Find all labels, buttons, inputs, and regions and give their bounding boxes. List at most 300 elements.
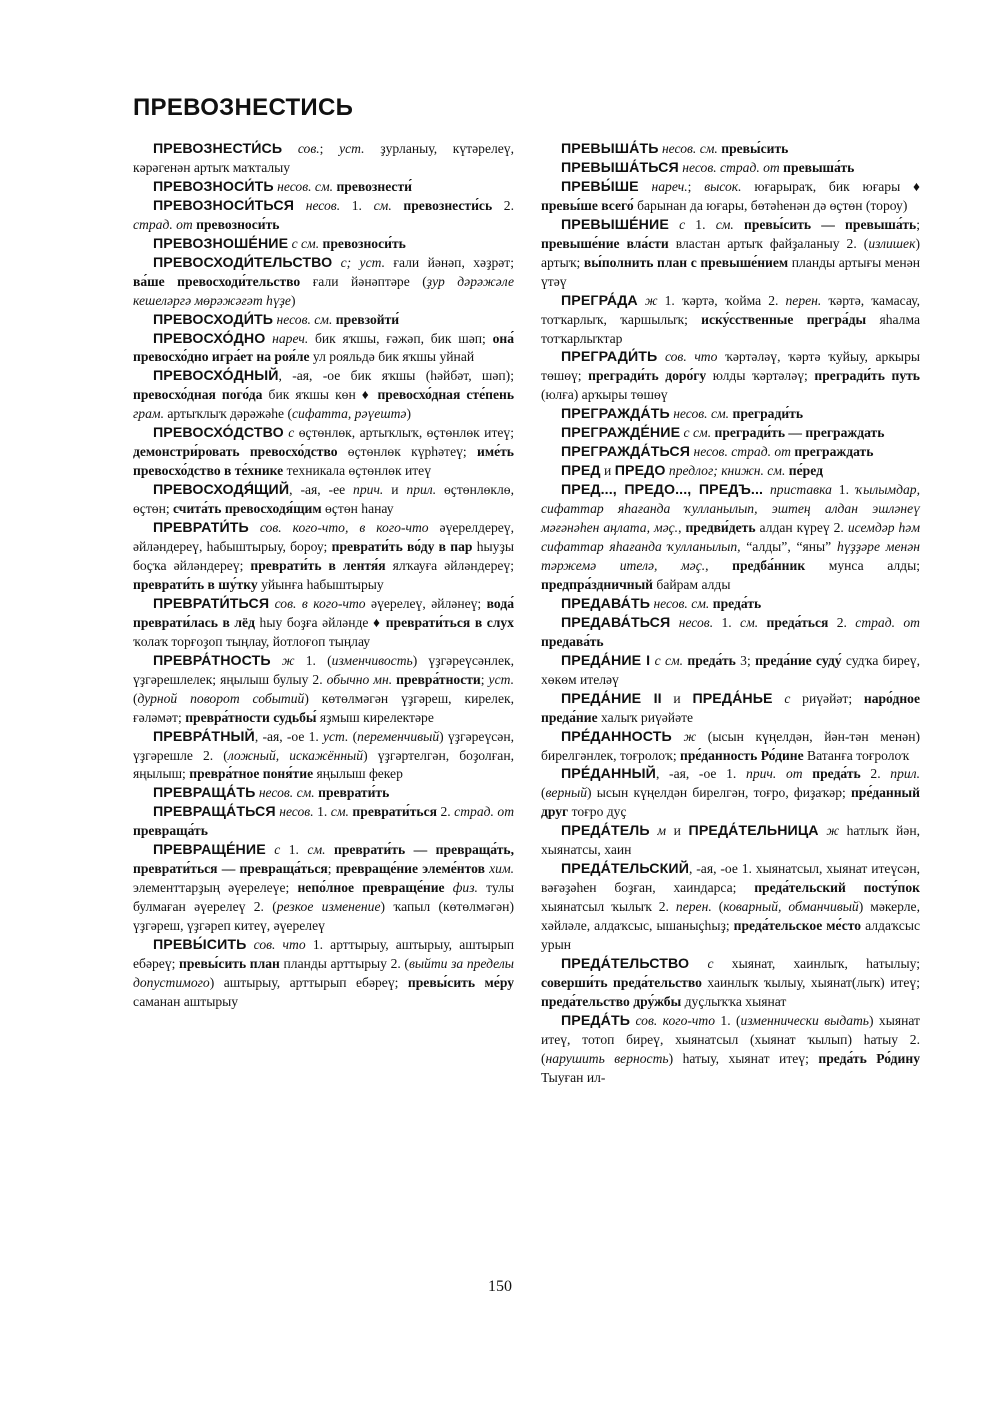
grammar-note: с — [288, 425, 295, 441]
example-phrase: демонстри́ровать превосхо́дство — [133, 444, 338, 460]
example-phrase: соверши́ть преда́тельство — [541, 974, 702, 990]
definition-text: өҫтөнлөклө, өҫтөн; — [133, 482, 515, 517]
definition-text: ) үҙгәреүсәнлек, үҙгәрешлелек; яңылыш булыу 2. — [133, 652, 514, 687]
grammar-note: с — [274, 842, 281, 858]
headword: ПРЕВРА́ТНОСТЬ — [153, 652, 271, 669]
definition-text: “алды”, “яны” — [740, 539, 837, 555]
example-phrase: прегради́ть — преграждать — [714, 425, 885, 441]
definition-text: ) хыянат итеү, тотоп биреү, хыянатсыл (хыянат ҡылып) һатыу 2. ( — [541, 1012, 920, 1066]
example-phrase: преда́тельский посту́пок — [754, 880, 920, 896]
headword: ПРЕ́ДАННОСТЬ — [561, 728, 672, 745]
example-phrase: превра́тности судьбы́ — [185, 709, 317, 725]
headword: ПРЕВРАТИ́ТЬСЯ — [153, 595, 270, 612]
definition-text: 1. ( — [294, 652, 332, 668]
definition-text — [758, 615, 766, 630]
dictionary-entry — [133, 197, 514, 235]
definition-text — [445, 880, 453, 895]
grammar-note: ж — [683, 728, 697, 744]
grammar-note: с — [784, 690, 791, 706]
definition-text: риүәйәт; — [790, 690, 864, 706]
grammar-note: нареч. — [272, 330, 309, 346]
example-phrase: превзойти́ — [335, 311, 400, 327]
definition-text: 1. — [280, 842, 308, 858]
headword: ПРЕГРАЖДА́ТЬ — [561, 406, 670, 423]
example-phrase: превра́тное поня́тие — [189, 766, 314, 782]
definition-text — [689, 956, 707, 971]
grammar-note: с — [707, 955, 714, 971]
dictionary-entry — [541, 348, 920, 405]
grammar-note: сифатта, рәүештә — [291, 406, 407, 422]
grammar-note: с см. — [291, 235, 320, 251]
headword: ПРЕДА́ТЬ — [561, 1012, 631, 1029]
definition-text: әүерелеү, әйләнеү; — [365, 595, 487, 611]
definition-text: ) һатыу, хыянат итеү; — [668, 1050, 819, 1066]
grammar-note: ложный, искажённый — [227, 747, 364, 763]
grammar-note: сов. в кого-что — [274, 595, 366, 611]
example-phrase: предба́нник — [732, 557, 806, 573]
definition-text — [670, 615, 678, 630]
headword: ПРЕВОЗНОШЕ́НИЕ — [153, 235, 289, 252]
definition-text — [672, 729, 684, 744]
dictionary-entry — [133, 728, 514, 785]
example-phrase: прегради́ть — [732, 406, 804, 422]
headword: ПРЕВРАЩА́ТЬ — [153, 785, 256, 802]
grammar-note: несов. см. — [258, 785, 315, 801]
definition-text: ялҡауға әйләндереү; — [385, 557, 514, 573]
grammar-note: перен. — [675, 899, 712, 915]
grammar-note: несов. см. — [276, 311, 333, 327]
definition-text — [294, 198, 306, 213]
headword: ПРЕДА́ТЕЛЬСТВО — [561, 955, 690, 972]
grammar-note: сов. кого-что — [635, 1012, 716, 1028]
grammar-note: излишек — [868, 235, 916, 251]
headword: ПРЕВОЗНОСИ́ТЬ — [153, 178, 274, 195]
example-phrase: преврати́ть в лентя́я — [250, 557, 386, 573]
grammar-note: уст. — [339, 141, 365, 156]
definition-text: и — [383, 482, 407, 498]
headword: ПРЕДА́ТЕЛЬСКИЙ — [561, 861, 690, 878]
definition-text — [249, 520, 260, 535]
definition-text: 2. — [828, 614, 856, 630]
dictionary-entry — [133, 784, 514, 803]
definition-text: (ысын күңелдән, йән-тән менән) бирелгәнлек, тоғролоҡ; — [541, 728, 920, 763]
definition-text: 3; — [735, 652, 756, 668]
definition-text: ) — [406, 406, 411, 422]
definition-text: планды арттырыу 2. ( — [279, 955, 409, 971]
grammar-note: сов. что — [664, 349, 718, 365]
definition-text: 1. арттырыу, аштырыу, аштырып ебәреү; — [133, 937, 514, 971]
headword: ПРЕДО — [614, 463, 666, 480]
grammar-note: обычно мн. — [326, 671, 393, 687]
dictionary-entry — [541, 462, 920, 481]
example-phrase: преврати́ть во́ду в пар — [331, 539, 473, 555]
definition-text — [332, 255, 340, 270]
headword: ПРЕВОСХО́ДНЫЙ — [153, 368, 279, 385]
example-phrase: превы́сить ме́ру — [407, 974, 515, 990]
page-number: 150 — [488, 1278, 512, 1295]
definition-text: ҡәртә, ҡамасау, тотҡарлыҡ, ҡаршылыҡ; — [541, 292, 920, 327]
grammar-note: приставка — [769, 482, 832, 498]
grammar-note: физ. — [452, 880, 478, 896]
definition-text: барынан да юғары, бөтәһенән дә өҫтөн (тороу) — [633, 197, 908, 213]
grammar-note: предлог; книжн. см. — [668, 463, 786, 479]
example-phrase: превра́тности — [396, 671, 481, 687]
dictionary-entry — [541, 159, 920, 178]
example-phrase: превыше́ние вла́сти — [541, 235, 669, 251]
definition-text: бик яҡшы көн ♦ — [262, 387, 378, 403]
definition-text: планды артығы менән үтәү — [541, 254, 921, 289]
definition-text: һыуҙы боҫҡа әйләндереү; — [133, 539, 514, 573]
dictionary-entry — [133, 178, 514, 197]
headword: ПРЕВОЗНОСИ́ТЬСЯ — [153, 197, 295, 214]
definition-text: техникала өҫтөнлөк итеү — [283, 463, 431, 479]
grammar-note: несов. — [678, 614, 714, 630]
definition-text: халыҡ риүәйәте — [597, 709, 694, 725]
dictionary-entry — [541, 652, 920, 690]
definition-text: ( — [541, 785, 546, 801]
dictionary-entry — [541, 860, 920, 955]
definition-text: бик яҡшы, ғәжәп, бик шәп; — [308, 330, 493, 346]
definition-text: яһалма тотҡарлыҡтар — [541, 311, 920, 346]
dictionary-entry — [541, 424, 920, 443]
dictionary-entry — [541, 443, 920, 462]
definition-text — [246, 937, 253, 952]
grammar-note: с см. — [654, 652, 684, 668]
definition-text: ) ҡапыл (көтөлмәгән) үҙгәреш, үҙгәреп китеү, әүерелеү — [133, 899, 514, 934]
definition-text: Ватанға тоғролоҡ — [803, 747, 910, 763]
definition-text: 1. ҡәртә, ҡойма 2. — [657, 292, 786, 308]
headword: ПРЕ́ДАННЫЙ — [561, 766, 656, 783]
definition-text: (юлға) арҡыры төшөү — [541, 387, 668, 403]
dictionary-entry — [541, 481, 920, 595]
definition-text: 2. — [860, 766, 891, 782]
definition-text: өҫтөнлөк, артыҡлыҡ, өҫтөнлөк итеү; — [294, 425, 514, 441]
example-phrase: превознести́ — [336, 178, 412, 194]
example-phrase: прегради́ть путь — [814, 368, 920, 384]
grammar-note: һүҙҙәре менән тәржемә ителә, мәҫ. — [541, 539, 920, 573]
example-phrase: превосхо́дная пого́да — [133, 387, 263, 403]
definition-text: әүерелдереү, әйләндереү, һабыштырыу, бороу; — [133, 520, 515, 555]
definition-text: , -ая, -ое 1. — [655, 766, 747, 782]
dictionary-entry — [133, 254, 514, 311]
grammar-note: прич. — [353, 482, 384, 498]
headword: ПРЕВРА́ТНЫЙ — [153, 728, 255, 745]
definition-text: ҡолаҡ торғоҙоп тыңлау, йотлоғоп тыңлау — [133, 633, 371, 649]
definition-text: уйынға һабыштырыу — [257, 576, 384, 592]
example-phrase: иску́сственные прегра́ды — [701, 311, 867, 327]
dictionary-entry — [541, 955, 920, 1012]
example-phrase: вы́полнить план с превыше́нием — [583, 254, 789, 270]
definition-text: ғали йәнәптәре ( — [300, 273, 427, 289]
example-phrase: превраща́ть — [133, 823, 208, 839]
example-phrase: преврати́ть — превраща́ть, преврати́ться — превраща́ться — [133, 842, 514, 877]
definition-text — [773, 691, 785, 706]
grammar-note: высок. — [704, 178, 742, 194]
dictionary-entry — [133, 652, 514, 728]
headword: ПРЕГРАЖДА́ТЬСЯ — [561, 444, 691, 461]
example-phrase: вода́ преврати́лась в лёд — [133, 595, 514, 630]
dictionary-entry — [133, 481, 514, 519]
definition-text: артыҡлыҡ дәрәжәһе ( — [163, 406, 292, 422]
definition-text: ҙурланыу, күтәрелеү, кәрәгенән артыҡ маҡталыу — [133, 141, 514, 175]
headword: ПРЕВОСХОДИ́ТЬ — [153, 311, 274, 328]
grammar-note: прил. — [406, 482, 437, 498]
headword: ПРЕВОСХО́ДСТВО — [153, 425, 284, 442]
definition-text — [266, 842, 274, 857]
dictionary-entry — [541, 614, 920, 652]
dictionary-entry — [133, 936, 514, 1012]
definition-text — [392, 198, 404, 213]
grammar-note: сов. кого-что, в кого-что — [259, 520, 429, 536]
grammar-note: прич. от — [746, 766, 803, 782]
example-phrase: пре́данность Ро́дине — [680, 747, 804, 763]
dictionary-entry — [541, 728, 920, 766]
grammar-note: см. — [307, 842, 326, 858]
definition-text: элементтарҙың әүерелеүе; — [133, 880, 298, 896]
left-column — [133, 140, 514, 1012]
grammar-note: ҡылымдар, сифаттар яһағанда ҡулланылып, эштең алдан эшләнеү мәғәнәһен аңлата, мәҫ. — [541, 482, 920, 536]
definition-text — [763, 482, 770, 497]
definition-text: ғали йәнәп, хәҙрәт; — [385, 254, 514, 270]
definition-text: 1. — [713, 614, 741, 630]
example-phrase: преда́тельское ме́сто — [733, 918, 862, 934]
grammar-note: верный — [545, 785, 588, 801]
grammar-note: уст. — [488, 671, 514, 687]
dictionary-entry — [133, 140, 514, 178]
definition-text: и — [666, 823, 689, 839]
dictionary-entry — [541, 1012, 920, 1088]
grammar-note: несов. страд. от — [682, 159, 780, 175]
example-phrase: превозноси́ть — [196, 216, 280, 232]
definition-text: ) үҙгәреүсән, үҙгәрешле 2. ( — [133, 728, 514, 763]
grammar-note: страд. от — [855, 614, 920, 630]
headword: ПРЕГРАДИ́ТЬ — [561, 349, 658, 366]
dictionary-entry — [133, 841, 514, 936]
grammar-note: коварный, обманчивый — [723, 899, 859, 915]
example-phrase: превы́сить — превыша́ть — [743, 216, 917, 232]
example-phrase: преграждать — [794, 444, 874, 460]
definition-text: алдаҡсыс урын — [541, 918, 920, 953]
dictionary-entry — [541, 405, 920, 424]
grammar-note: несов. страд. от — [693, 444, 791, 460]
definition-text — [803, 766, 813, 781]
grammar-note: страд. от — [454, 804, 515, 820]
dictionary-entry — [133, 235, 514, 254]
grammar-note: прил. — [890, 766, 920, 782]
headword: ПРЕГРА́ДА — [561, 292, 638, 309]
example-phrase: преда́ть — [687, 652, 736, 668]
definition-text: ; — [327, 861, 336, 877]
definition-text: ( — [133, 690, 138, 706]
headword: ПРЕВЫША́ТЬ — [561, 141, 659, 157]
definition-text: властан артыҡ файҙаланыу 2. ( — [668, 235, 869, 251]
headword: ПРЕВРАТИ́ТЬ — [153, 520, 249, 537]
dictionary-entry — [541, 178, 920, 216]
example-phrase: превозноси́ть — [322, 235, 406, 251]
definition-text: , — [678, 520, 686, 536]
headword: ПРЕДА́НЬЕ — [692, 690, 773, 707]
definition-text: , -ая, -ее — [289, 482, 354, 498]
headword: ПРЕДАВА́ТЬСЯ — [561, 614, 671, 631]
headword: ПРЕВОСХОДИ́ТЕЛЬСТВО — [153, 254, 333, 271]
headword: ПРЕВОСХОДЯ́ЩИЙ — [153, 482, 290, 499]
definition-text — [282, 141, 298, 156]
example-phrase: превознести́сь — [403, 197, 493, 213]
grammar-note: переменчивый — [357, 728, 440, 744]
definition-text: 1. — [313, 804, 331, 820]
definition-text: хыянат, хаинлыҡ, һатылыу; — [713, 955, 920, 971]
definition-text: ) аштырыу, арттырып ебәреү; — [209, 974, 408, 990]
example-phrase: преврати́ть в шу́тку — [133, 576, 258, 592]
dictionary-entry — [541, 822, 920, 860]
definition-text: и — [661, 690, 693, 706]
dictionary-entry — [133, 519, 514, 595]
dictionary-entry — [133, 311, 514, 330]
example-phrase: преврати́ться в слух — [385, 614, 514, 630]
definition-text: , -ая, -ое 1. — [254, 728, 323, 744]
grammar-note: уст. — [322, 728, 349, 744]
definition-text: ) — [290, 292, 296, 308]
example-phrase: преда́тельство дру́жбы — [541, 993, 682, 1009]
grammar-note: сов. — [297, 141, 320, 156]
example-phrase: превосхо́дная сте́пень — [377, 387, 515, 403]
example-phrase: име́ть превосхо́дство в те́хнике — [133, 444, 514, 479]
example-phrase: пре́данный друг — [541, 785, 920, 820]
example-phrase: прегради́ть доро́гу — [588, 368, 707, 384]
definition-text: яҙмыш кирелектәре — [316, 709, 434, 725]
definition-text: и — [600, 463, 615, 479]
grammar-note: м — [657, 823, 666, 839]
example-phrase: непо́лное превраще́ние — [297, 880, 445, 896]
definition-text — [326, 842, 334, 857]
definition-text: өҫтөн һанау — [321, 501, 394, 517]
definition-text: судҡа биреү, хөкөм ителәү — [541, 652, 920, 687]
headword: ПРЕВОСХО́ДНО — [153, 330, 266, 347]
headword: ПРЕД..., ПРЕДО..., ПРЕДЪ... — [561, 482, 764, 499]
headword: ПРЕВЫШЕ́НИЕ — [561, 216, 669, 233]
grammar-note: изменнически выдать — [740, 1012, 869, 1028]
example-phrase: преврати́ть — [318, 785, 390, 801]
definition-text: хыянатсыл ҡылыҡ 2. — [541, 899, 676, 915]
example-phrase: превыша́ть — [783, 159, 855, 175]
grammar-note: несов. см. — [673, 406, 730, 422]
grammar-note: с см. — [683, 425, 712, 441]
dictionary-entry — [133, 803, 514, 841]
grammar-note: ҙур дәрәжәле кешеләргә мөрәжәғәт һүҙе — [133, 273, 514, 308]
example-phrase: преда́ть — [812, 766, 861, 782]
definition-text: саманан аштырыу — [133, 993, 239, 1009]
definition-text: ; — [916, 216, 920, 232]
example-phrase: преда́ние суду́ — [755, 652, 842, 668]
definition-text: ) үҙгәртелгән, боҙолған, яңылыш; — [133, 747, 514, 782]
headword: ПРЕВЫША́ТЬСЯ — [561, 159, 679, 176]
definition-text: 1. — [685, 216, 716, 232]
headword: ПРЕДА́ТЕЛЬНИЦА — [688, 823, 819, 840]
definition-text: , — [705, 557, 733, 573]
definition-text: Тыуған ил- — [541, 1069, 606, 1085]
grammar-note: нарушить верность — [545, 1050, 669, 1066]
dictionary-entry — [541, 292, 920, 349]
definition-text: байрам алды — [653, 576, 731, 592]
definition-text: 2. — [492, 197, 514, 213]
dictionary-entry — [541, 690, 920, 728]
definition-text: тоғро дуҫ — [568, 804, 627, 820]
example-phrase: превы́ше всего́ — [541, 197, 634, 213]
definition-text: өҫтөнлөк күрһәтеү; — [337, 444, 477, 460]
grammar-note: см. — [330, 804, 349, 820]
grammar-note: хим. — [489, 861, 515, 877]
definition-text: ) көтөлмәгән үҙгәреш, кирелек, ғәләмәт; — [133, 690, 514, 725]
grammar-note: сов. что — [253, 937, 306, 953]
grammar-note: ж — [826, 823, 839, 839]
dictionary-entry — [541, 140, 920, 159]
grammar-note: см. — [715, 216, 734, 232]
example-phrase: преврати́ться — [352, 804, 437, 820]
definition-text — [734, 217, 744, 232]
example-phrase: преда́ться — [766, 614, 829, 630]
example-phrase: ва́ше превосходи́тельство — [133, 273, 301, 289]
grammar-note: см. — [740, 614, 759, 630]
definition-text: , -ая, -ое 1. хыянатсыл, хыянат итеүсән, вәғәҙәһен боҙған, хаиндарса; — [541, 861, 920, 896]
headword: ПРЕДА́НИЕ I — [561, 652, 651, 669]
example-phrase: предава́ть — [541, 633, 604, 649]
grammar-note: несов. — [279, 804, 314, 820]
headword: ПРЕВРАЩА́ТЬСЯ — [153, 804, 276, 821]
grammar-note: несов. см. — [653, 595, 710, 611]
definition-text: ; — [319, 141, 340, 156]
grammar-note: резкое изменение — [276, 899, 381, 915]
grammar-note: перен. — [785, 292, 822, 308]
definition-text — [639, 179, 652, 194]
definition-text — [657, 349, 665, 364]
headword: ПРЕГРАЖДЕ́НИЕ — [561, 425, 681, 442]
dictionary-entry — [133, 330, 514, 368]
example-phrase: превы́сить план — [179, 955, 280, 971]
definition-text: ) мәкерле, хәйләле, алдаҡсыс, ышаныҫһыҙ; — [541, 899, 920, 934]
definition-text: дуҫлыҡҡа хыянат — [681, 993, 787, 1009]
headword: ПРЕДАВА́ТЬ — [561, 595, 651, 612]
running-head: ПРЕВОЗНЕСТИСЬ — [133, 94, 354, 121]
example-phrase: преда́ть — [712, 595, 762, 611]
dictionary-entry — [541, 216, 920, 292]
definition-text: алдан күреү 2. — [755, 520, 848, 536]
definition-text: һыу боҙға әйләнде ♦ — [254, 614, 386, 630]
grammar-note: исемдәр һәм сифаттар яһағанда ҡулланылып, — [541, 520, 921, 555]
grammar-note: несов. см. — [661, 141, 718, 156]
right-column — [541, 140, 920, 1088]
grammar-note: нареч. — [651, 178, 688, 194]
definition-text: 1. — [340, 197, 374, 213]
definition-text: һатлыҡ йән, хыянатсы, хаин — [541, 823, 921, 858]
example-phrase: предпра́здничный — [541, 576, 654, 592]
headword: ПРЕДА́ТЕЛЬ — [561, 823, 650, 840]
grammar-note: страд. от — [133, 216, 193, 232]
definition-text: ул рояльдә бик яҡшы уйнай — [309, 349, 475, 365]
example-phrase: она́ превосхо́дно игра́ет на роя́ле — [133, 330, 514, 365]
headword: ПРЕВРАЩЕ́НИЕ — [153, 842, 266, 859]
dictionary-entry — [133, 595, 514, 652]
definition-text: 1. — [831, 482, 856, 498]
grammar-note: несов. см. — [277, 178, 334, 194]
grammar-note: с; уст. — [340, 254, 386, 270]
definition-text: яңылыш фекер — [313, 766, 403, 782]
dictionary-entry — [133, 367, 514, 424]
definition-text: юлды ҡәртәләү; — [706, 368, 815, 384]
definition-text: ; — [480, 671, 489, 687]
grammar-note: несов. — [305, 197, 341, 213]
example-phrase: счита́ть превосходя́щим — [173, 501, 322, 517]
definition-text — [669, 217, 679, 232]
